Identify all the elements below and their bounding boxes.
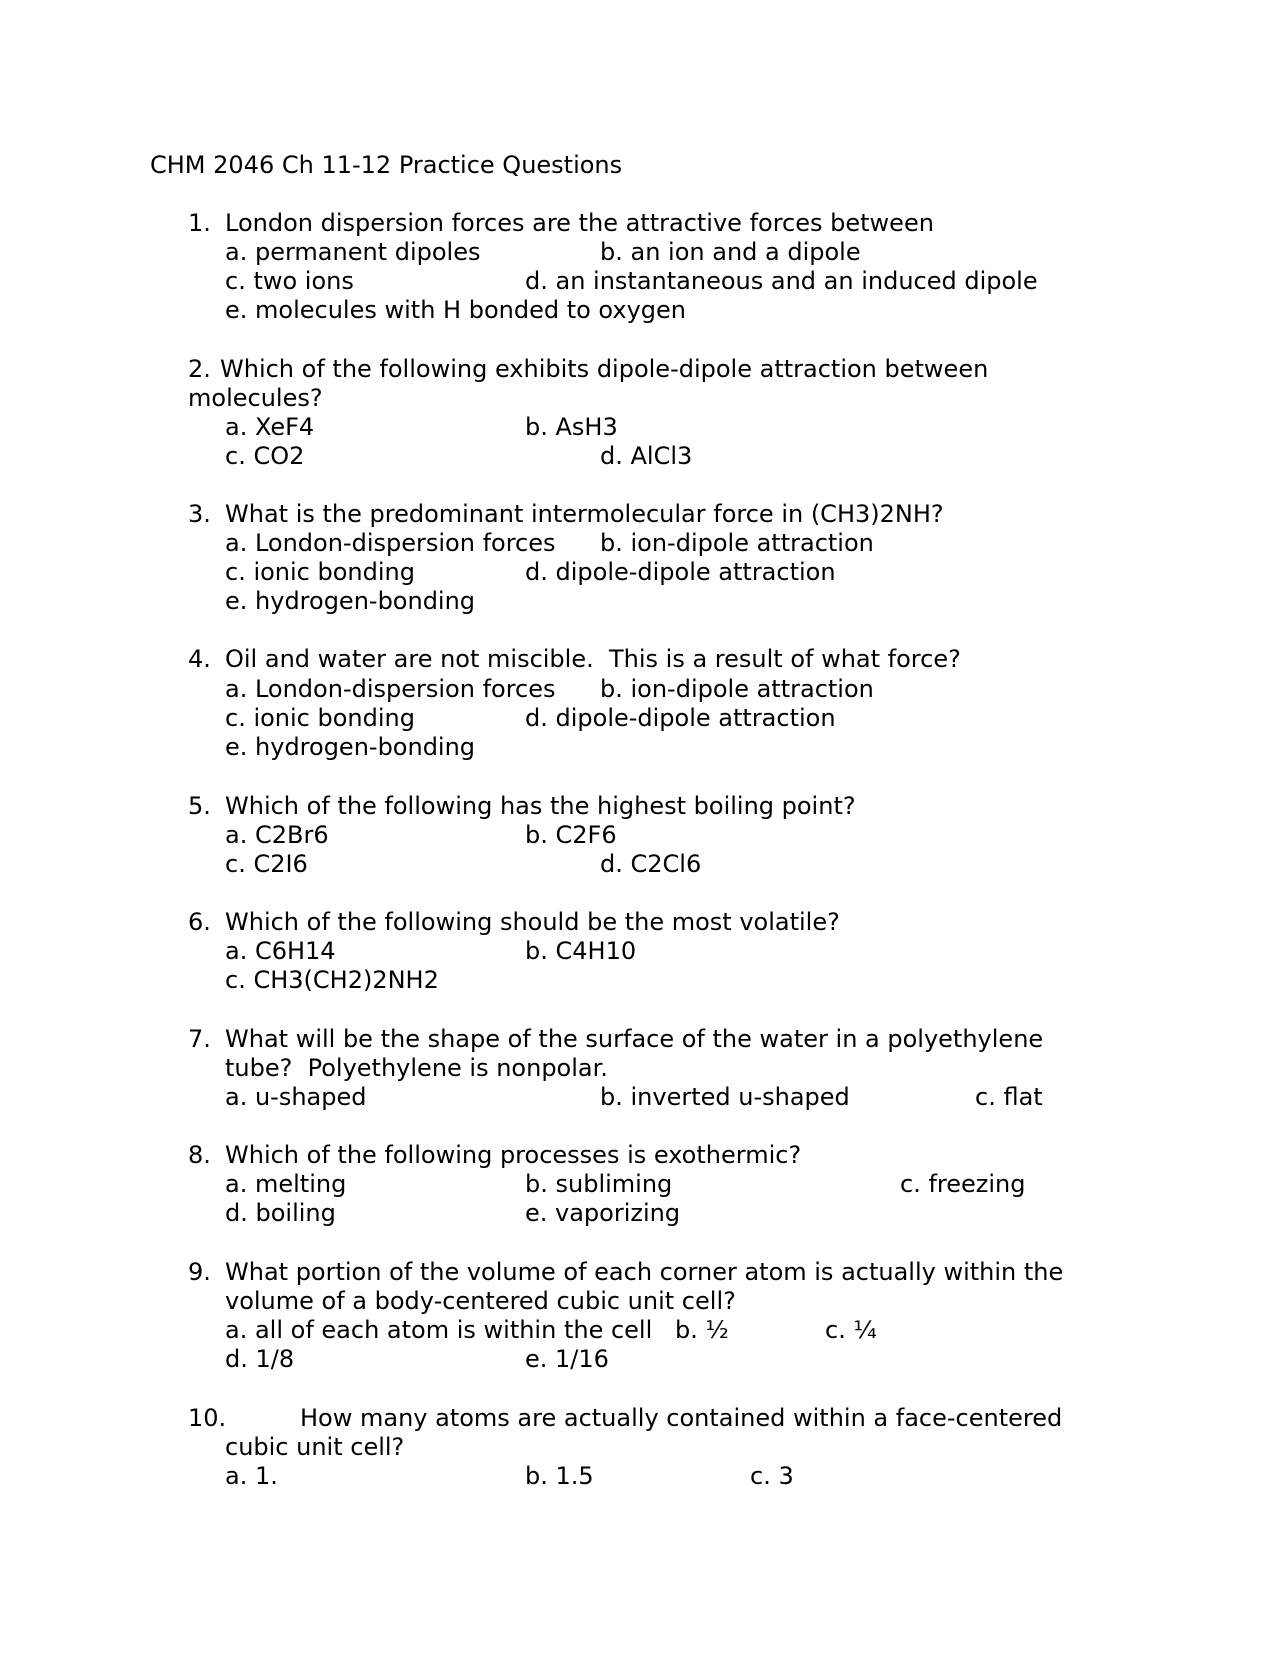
question-number: 5. xyxy=(188,792,211,820)
question-number: 1. xyxy=(188,209,211,237)
option-d: d. dipole-dipole attraction xyxy=(525,704,836,732)
question-number: 6. xyxy=(188,908,211,936)
option-a: a. melting xyxy=(225,1170,347,1198)
option-a: a. 1. xyxy=(225,1462,278,1490)
option-b: b. 1.5 xyxy=(525,1462,594,1490)
page-title: CHM 2046 Ch 11-12 Practice Questions xyxy=(150,151,623,179)
question-stem: What is the predominant intermolecular force in (CH3)2NH? xyxy=(225,500,944,528)
question-stem-continued: volume of a body-centered cubic unit cell? xyxy=(225,1287,736,1315)
option-d: d. boiling xyxy=(225,1199,336,1227)
option-c: c. ¼ xyxy=(825,1316,877,1344)
question-number: 9. xyxy=(188,1258,211,1286)
question-number: 3. xyxy=(188,500,211,528)
option-c: c. ionic bonding xyxy=(225,558,415,586)
option-b: b. ion-dipole attraction xyxy=(600,529,874,557)
option-b: b. C4H10 xyxy=(525,937,637,965)
question-stem: Oil and water are not miscible. This is a result of what force? xyxy=(225,645,961,673)
question-stem: Which of the following exhibits dipole-dipole attraction between xyxy=(220,355,989,383)
question-stem: What portion of the volume of each corner atom is actually within the xyxy=(225,1258,1064,1286)
option-c: c. CH3(CH2)2NH2 xyxy=(225,966,439,994)
option-e: e. molecules with H bonded to oxygen xyxy=(225,296,686,324)
option-c: c. freezing xyxy=(900,1170,1026,1198)
question-stem-continued: tube? Polyethylene is nonpolar. xyxy=(225,1054,608,1082)
question-stem: How many atoms are actually contained within a face-centered xyxy=(300,1404,1063,1432)
option-d: d. 1/8 xyxy=(225,1345,295,1373)
question-stem: Which of the following should be the most volatile? xyxy=(225,908,840,936)
option-b: b. subliming xyxy=(525,1170,673,1198)
question-number: 8. xyxy=(188,1141,211,1169)
question-stem-continued: cubic unit cell? xyxy=(225,1433,405,1461)
option-d: d. dipole-dipole attraction xyxy=(525,558,836,586)
option-c: c. ionic bonding xyxy=(225,704,415,732)
option-a: a. XeF4 xyxy=(225,413,315,441)
option-d: d. AlCl3 xyxy=(600,442,693,470)
option-a: a. London-dispersion forces xyxy=(225,675,556,703)
option-c: c. C2I6 xyxy=(225,850,308,878)
option-b: b. inverted u-shaped xyxy=(600,1083,850,1111)
option-b: b. an ion and a dipole xyxy=(600,238,861,266)
option-a: a. all of each atom is within the cell xyxy=(225,1316,653,1344)
question-stem: Which of the following has the highest boiling point? xyxy=(225,792,856,820)
option-d: d. C2Cl6 xyxy=(600,850,702,878)
question-stem: What will be the shape of the surface of the water in a polyethylene xyxy=(225,1025,1044,1053)
option-c: c. two ions xyxy=(225,267,354,295)
question-stem: London dispersion forces are the attractive forces between xyxy=(225,209,934,237)
option-c: c. CO2 xyxy=(225,442,305,470)
question-number: 4. xyxy=(188,645,211,673)
option-e: e. vaporizing xyxy=(525,1199,681,1227)
option-b: b. AsH3 xyxy=(525,413,618,441)
option-e: e. hydrogen-bonding xyxy=(225,733,476,761)
option-a: a. u-shaped xyxy=(225,1083,367,1111)
option-b: b. ½ xyxy=(675,1316,729,1344)
question-stem-continued: molecules? xyxy=(188,384,323,412)
option-a: a. C6H14 xyxy=(225,937,336,965)
option-a: a. permanent dipoles xyxy=(225,238,481,266)
question-number: 7. xyxy=(188,1025,211,1053)
option-e: e. hydrogen-bonding xyxy=(225,587,476,615)
option-e: e. 1/16 xyxy=(525,1345,609,1373)
question-stem: Which of the following processes is exothermic? xyxy=(225,1141,802,1169)
option-b: b. C2F6 xyxy=(525,821,617,849)
option-b: b. ion-dipole attraction xyxy=(600,675,874,703)
option-a: a. C2Br6 xyxy=(225,821,329,849)
option-c: c. 3 xyxy=(750,1462,794,1490)
option-d: d. an instantaneous and an induced dipole xyxy=(525,267,1038,295)
question-number: 2. xyxy=(188,355,211,383)
option-c: c. flat xyxy=(975,1083,1043,1111)
option-a: a. London-dispersion forces xyxy=(225,529,556,557)
question-number: 10. xyxy=(188,1404,227,1432)
